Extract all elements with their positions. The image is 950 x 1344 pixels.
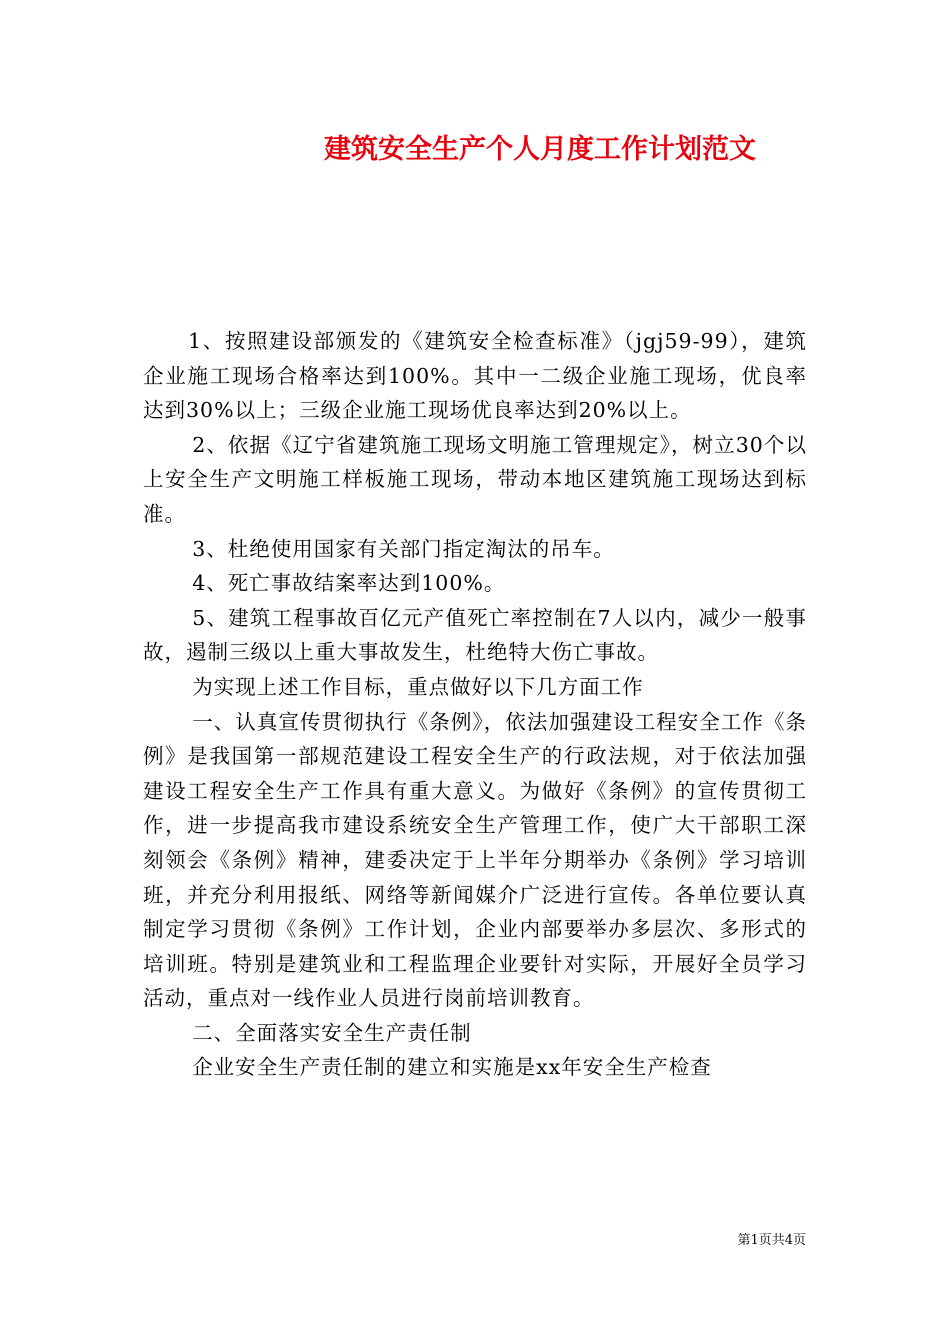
paragraph-section-2-body: 企业安全生产责任制的建立和实施是xx年安全生产检查 [192, 1055, 712, 1080]
paragraph-section-1: 一、认真宣传贯彻执行《条例》，依法加强建设工程安全工作《条例》是我国第一部规范建设工程安全生产的行政法规，对于依法加强建设工程安全生产工作具有重大意义。为做好《条例》的宣传贯彻工作，进一步提高我市建设系统安全生产管理工作，使广大干部职工深刻领会《条例》精神，建委决定于上半年分期举办《条例》学习培训班，并充分利用报纸、网络等新闻媒介广泛进行宣传。各单位要认真制定学习贯彻《条例》工作计划，企业内部要举办多层次、多形式的培训班。特别是建筑业和工程监理企业要针对实际，开展好全员学习活动，重点对一线作业人员进行岗前培训教育。 [143, 709, 807, 1011]
paragraph-goal-1: 1、按照建设部颁发的《建筑安全检查标准》（jgj59-99），建筑企业施工现场合格率达到100%。其中一二级企业施工现场，优良率达到30%以上；三级企业施工现场优良率达到20%以上。 [143, 329, 807, 423]
paragraph-goal-5: 5、建筑工程事故百亿元产值死亡率控制在7人以内，减少一般事故，遏制三级以上重大事故发生，杜绝特大伤亡事故。 [143, 605, 807, 665]
page-number: 第1页共4页 [737, 1233, 806, 1248]
paragraph-section-2-heading: 二、全面落实安全生产责任制 [192, 1020, 472, 1045]
paragraph-goal-4: 4、死亡事故结案率达到100%。 [192, 571, 506, 596]
document-body [143, 324, 807, 1085]
paragraph-goal-2: 2、依据《辽宁省建筑施工现场文明施工管理规定》，树立30个以上安全生产文明施工样板施工现场，带动本地区建筑施工现场达到标准。 [143, 432, 807, 526]
paragraph-goal-3: 3、杜绝使用国家有关部门指定淘汰的吊车。 [192, 536, 615, 561]
paragraph-work-intro: 为实现上述工作目标，重点做好以下几方面工作 [192, 674, 644, 699]
document-title: 建筑安全生产个人月度工作计划范文 [324, 134, 756, 165]
